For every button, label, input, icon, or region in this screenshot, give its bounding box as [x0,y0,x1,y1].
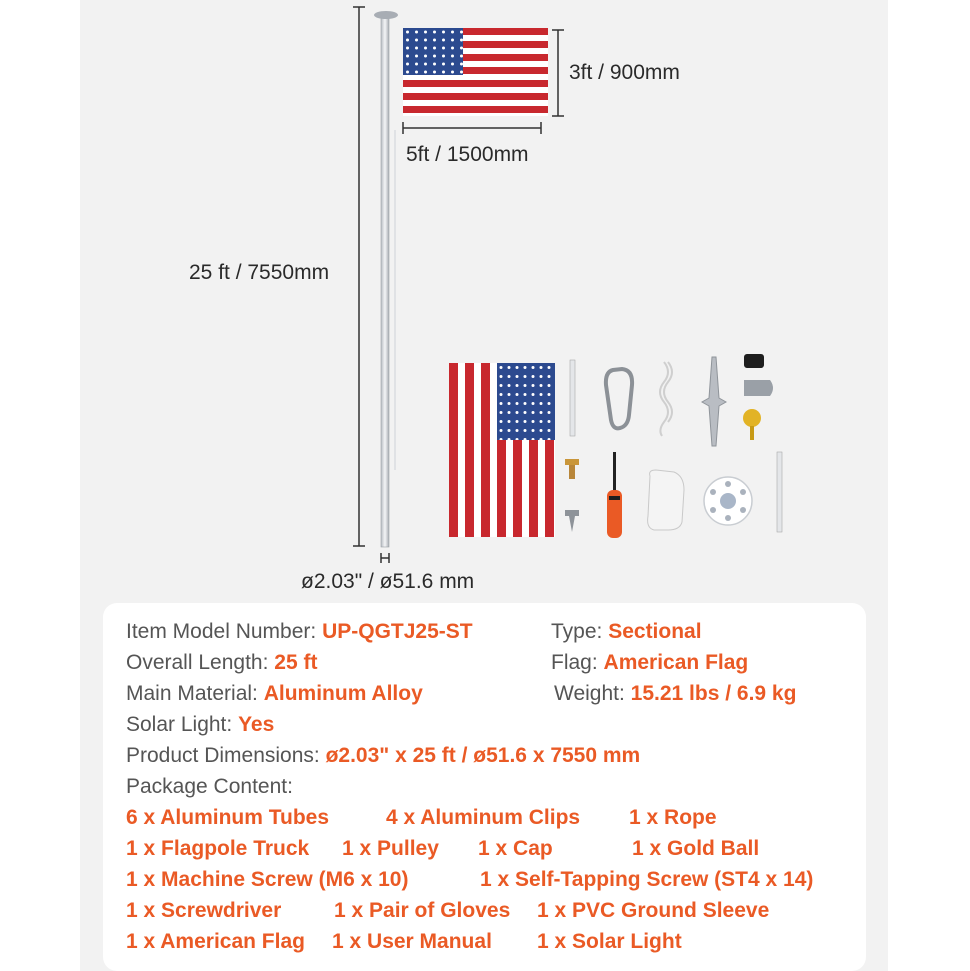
ground-sleeve-icon [777,452,782,532]
package-item: 1 x Self-Tapping Screw (ST4 x 14) [480,868,814,891]
overall-length-value: 25 ft [274,651,318,674]
flag-row [551,651,748,675]
rope-icon [660,362,672,436]
solar-light-value: Yes [238,713,275,736]
machine-screw-icon [565,459,579,479]
weight-row [554,682,796,706]
package-item: 1 x Flagpole Truck [126,837,310,860]
aluminum-clip-icon [570,360,575,436]
solar-light-row [126,713,274,737]
flagpole [374,11,398,547]
package-item: 1 x Machine Screw (M6 x 10) [126,868,409,891]
package-item: 1 x Gold Ball [632,837,760,860]
weight-label: Weight: [554,682,631,705]
package-item: 1 x PVC Ground Sleeve [537,899,770,922]
solar-light-icon [704,477,752,525]
carabiner-icon [606,369,632,428]
model-number-row [126,620,473,644]
package-item: 1 x Pulley [342,837,439,860]
type-label: Type: [551,620,609,643]
pole-diameter-label: ø2.03" / ø51.6 mm [301,570,475,593]
package-content-heading: Package Content: [126,775,293,798]
self-tapping-screw-icon [565,510,579,532]
main-material-value: Aluminum Alloy [263,682,423,705]
flag-value: American Flag [603,651,749,674]
package-item: 1 x Rope [629,806,717,829]
product-dimensions-label: Product Dimensions: [126,744,326,767]
flag-label: Flag: [551,651,604,674]
product-dimensions-value: ø2.03" x 25 ft / ø51.6 x 7550 mm [325,744,641,767]
gold-ball-icon [743,409,761,440]
package-item: 4 x Aluminum Clips [386,806,581,829]
package-item: 1 x User Manual [332,930,492,953]
main-material-row [126,682,423,706]
package-item: 1 x Pair of Gloves [334,899,511,922]
flag-height-label: 3ft / 900mm [569,61,680,84]
flag-width-label: 5ft / 1500mm [406,143,529,166]
type-row [551,620,702,644]
solar-light-label: Solar Light: [126,713,239,736]
type-value: Sectional [608,620,702,643]
model-number-value: UP-QGTJ25-ST [322,620,473,643]
gloves-icon [648,470,684,530]
overall-length-row [126,651,317,675]
package-item: 1 x American Flag [126,930,305,953]
pulley-icon [744,380,773,396]
top-flag [403,28,548,116]
screwdriver-icon [607,452,622,538]
weight-value: 15.21 lbs / 6.9 kg [630,682,797,705]
cap-icon [744,354,764,368]
overall-length-label: Overall Length: [126,651,275,674]
pole-height-label: 25 ft / 7550mm [189,261,330,284]
model-number-label: Item Model Number: [126,620,323,643]
product-dimensions-row [126,744,640,768]
package-item: 1 x Screwdriver [126,899,282,922]
main-material-label: Main Material: [126,682,264,705]
flagpole-truck-icon [702,357,726,446]
package-flag [449,363,555,537]
package-item: 1 x Cap [478,837,553,860]
package-item: 1 x Solar Light [537,930,682,953]
package-item: 6 x Aluminum Tubes [126,806,330,829]
